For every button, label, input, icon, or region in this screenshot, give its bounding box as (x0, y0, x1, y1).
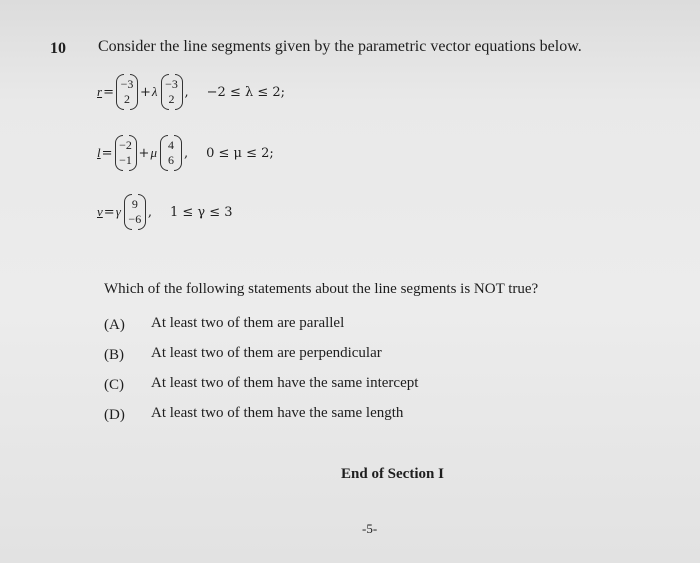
option-c-letter: (C) (104, 377, 124, 393)
comma: , (147, 204, 152, 220)
end-of-section: End of Section I (341, 466, 444, 482)
var-l: l (97, 145, 101, 160)
option-b-text: At least two of them are perpendicular (151, 345, 382, 361)
param-lambda: λ (151, 84, 158, 99)
var-r: r (97, 84, 103, 99)
comma: , (184, 84, 189, 100)
parameter-range: 1 ≤ γ ≤ 3 (169, 204, 233, 220)
equals-sign: = (103, 84, 114, 100)
option-b-letter: (B) (104, 347, 124, 363)
param-gamma: γ (115, 204, 121, 219)
option-d-text: At least two of them have the same length (151, 405, 404, 421)
equals-sign: = (101, 145, 113, 161)
direction-vector (160, 135, 182, 171)
page-number: -5- (362, 521, 378, 536)
param-mu: μ (150, 145, 157, 160)
option-a-text: At least two of them are parallel (151, 315, 345, 331)
equation-v (96, 194, 233, 230)
vector-bottom: −6 (128, 212, 142, 226)
option-d-letter: (D) (104, 407, 125, 423)
vector-bottom: −1 (119, 153, 132, 167)
question-intro: Consider the line segments given by the parametric vector equations below. (98, 38, 582, 55)
plus-sign: + (138, 145, 150, 161)
plus-sign: + (139, 84, 151, 100)
question-number: 10 (50, 40, 66, 57)
direction-vector (124, 194, 146, 230)
vector-top: −2 (119, 138, 132, 152)
comma: , (183, 145, 189, 161)
equation-l (96, 135, 274, 171)
vector-bottom: 2 (168, 92, 175, 106)
parameter-range: −2 ≤ λ ≤ 2; (206, 84, 286, 100)
vector-bottom: 2 (123, 92, 130, 106)
question-prompt: Which of the following statements about the line segments is NOT true? (104, 281, 539, 297)
direction-vector (161, 74, 183, 110)
var-v: v (97, 204, 103, 219)
point-vector (115, 135, 137, 171)
option-c-text: At least two of them have the same intercept (151, 375, 419, 391)
equation-r (96, 74, 285, 110)
option-a-letter: (A) (104, 317, 125, 333)
point-vector (116, 74, 138, 110)
vector-bottom: 6 (167, 153, 174, 167)
parameter-range: 0 ≤ μ ≤ 2; (206, 145, 274, 161)
vector-top: 4 (167, 138, 174, 152)
equals-sign: = (103, 204, 115, 220)
vector-top: 9 (131, 197, 138, 211)
vector-top: −3 (165, 77, 178, 91)
vector-top: −3 (120, 77, 134, 91)
